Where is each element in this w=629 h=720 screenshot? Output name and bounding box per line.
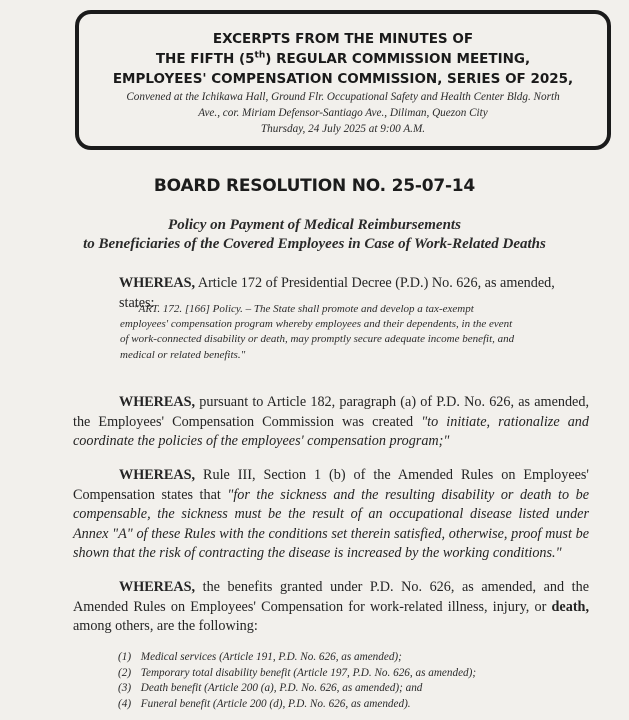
header-line-1: EXCERPTS FROM THE MINUTES OF — [212, 31, 474, 47]
list-item: (2) Temporary total disability benefit (Article 197, P.D. No. 626, as amended); — [118, 666, 477, 679]
venue-line-2: Ave., cor. Miriam Defensor-Santiago Ave., Diliman, Quezon City — [198, 107, 488, 119]
header-line-2: THE FIFTH (5th) REGULAR COMMISSION MEETING, — [155, 50, 531, 67]
quote-line: medical or related benefits." — [120, 348, 246, 361]
policy-line-1: Policy on Payment of Medical Reimbursements — [168, 217, 461, 233]
list-item: (3) Death benefit (Article 200 (a), P.D. No. 626, as amended); and — [118, 682, 423, 695]
benefits-list — [118, 650, 578, 712]
policy-title — [0, 216, 629, 254]
minutes-header-box — [75, 10, 611, 150]
resolution-title: BOARD RESOLUTION NO. 25-07-14 — [153, 176, 476, 196]
whereas-paragraph-2: WHEREAS, pursuant to Article 182, paragraph (a) of P.D. No. 626, as amended, the Employees' Compensation Commission was created "to initiate, rationalize and coordinate the policies of the employees' compensation program;" — [73, 394, 589, 449]
quote-line: of work-connected disability or death, may promptly secure adequate income benefit, and — [120, 333, 515, 346]
policy-line-2: to Beneficiaries of the Covered Employees in Case of Work-Related Deaths — [83, 236, 546, 252]
whereas-paragraph-1: WHEREAS, Article 172 of Presidential Decree (P.D.) No. 626, as amended, states: — [119, 275, 555, 311]
list-item: (4) Funeral benefit (Article 200 (d), P.D. No. 626, as amended). — [118, 697, 411, 710]
header-line-3: EMPLOYEES' COMPENSATION COMMISSION, SERIES OF 2025, — [112, 71, 574, 87]
quote-line: employees' compensation program whereby employees and their dependents, in the event — [120, 318, 513, 331]
list-item: (1) Medical services (Article 191, P.D. No. 626, as amended); — [118, 651, 402, 663]
article-172-quote — [120, 302, 568, 363]
whereas-paragraph-4: WHEREAS, the benefits granted under P.D. No. 626, as amended, and the Amended Rules on Employees' Compensation for work-related illness, injury, or death, among others, are the following: — [73, 579, 589, 634]
venue-line-1: Convened at the Ichikawa Hall, Ground Flr. Occupational Safety and Health Center Bldg. North — [126, 91, 560, 103]
whereas-paragraph-3: WHEREAS, Rule III, Section 1 (b) of the Amended Rules on Employees' Compensation states that "for the sickness and the resulting disability or death to be compensable, the sickness must be the result of an occupational disease listed under Annex "A" of these Rules with the conditions set therein satisfied, otherwise, proof must be shown that the risk of contracting the disease is increased by the working conditions." — [73, 467, 589, 561]
quote-line: "ART. 172. [166] Policy. – The State shall promote and develop a tax-exempt — [134, 303, 474, 315]
meeting-date: Thursday, 24 July 2025 at 9:00 A.M. — [260, 123, 426, 135]
